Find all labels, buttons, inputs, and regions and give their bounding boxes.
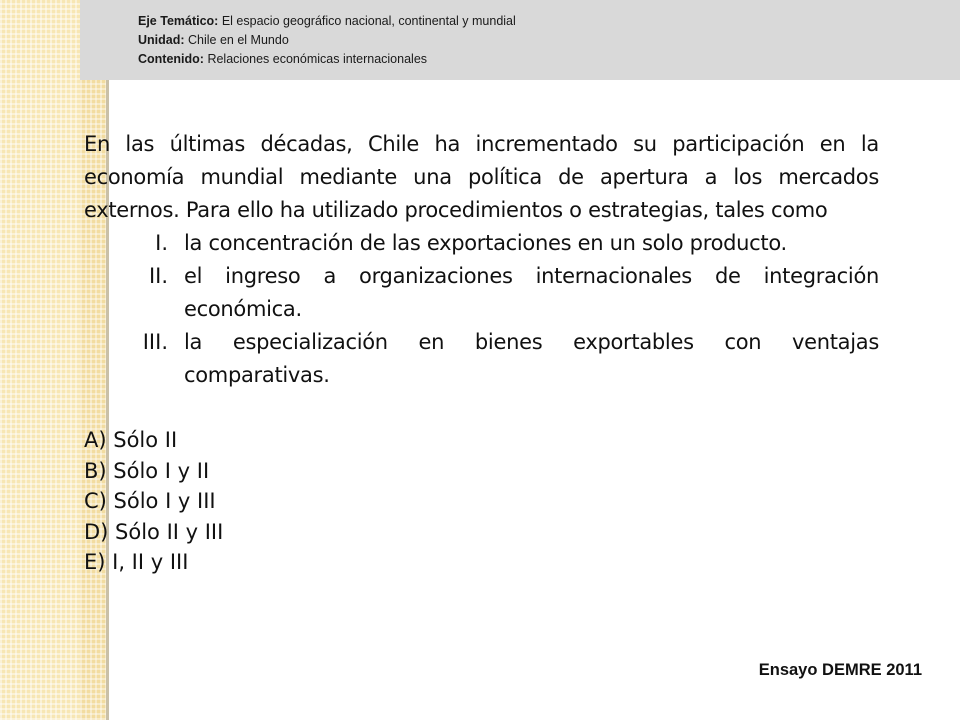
- statement-item: [84, 326, 879, 392]
- unidad-value: Chile en el Mundo: [188, 33, 289, 47]
- statement-number: II.: [148, 264, 168, 288]
- statement-text: la concentración de las exportaciones en un solo producto.: [184, 231, 787, 255]
- header-eje-line: [138, 12, 516, 31]
- eje-value: El espacio geográfico nacional, continental y mundial: [221, 14, 516, 28]
- contenido-label: Contenido:: [138, 52, 204, 66]
- statement-number: I.: [155, 231, 168, 255]
- statement-item: [84, 260, 879, 326]
- answer-option[interactable]: D) Sólo II y III: [84, 519, 224, 544]
- answer-option[interactable]: C) Sólo I y III: [84, 489, 216, 513]
- answer-option[interactable]: B) Sólo I y II: [84, 458, 210, 483]
- statement-list: [84, 227, 879, 392]
- unidad-label: Unidad:: [138, 33, 185, 47]
- question-intro: En las últimas décadas, Chile ha incrementado su participación en la economía mundial mediante una política de apertura a los mercados externos. Para ello ha utilizado procedimientos o estrategias, tales como: [84, 132, 879, 222]
- question-body: [84, 128, 879, 599]
- eje-label: Eje Temático:: [138, 14, 219, 28]
- decorative-left-strip: [0, 0, 80, 720]
- statement-number: III.: [142, 330, 168, 354]
- answer-options: [84, 425, 879, 578]
- header-info: [138, 12, 516, 69]
- statement-item: [84, 227, 879, 260]
- answer-option[interactable]: A) Sólo II: [84, 428, 178, 452]
- answer-option[interactable]: E) I, II y III: [84, 550, 189, 574]
- header-contenido-line: [138, 50, 516, 69]
- source-footer: Ensayo DEMRE 2011: [758, 661, 922, 679]
- statement-text: la especialización en bienes exportables con ventajas comparativas.: [184, 330, 879, 387]
- statement-text: el ingreso a organizaciones internacionales de integración económica.: [184, 264, 879, 321]
- header-unidad-line: [138, 31, 516, 50]
- contenido-value: Relaciones económicas internacionales: [207, 52, 428, 66]
